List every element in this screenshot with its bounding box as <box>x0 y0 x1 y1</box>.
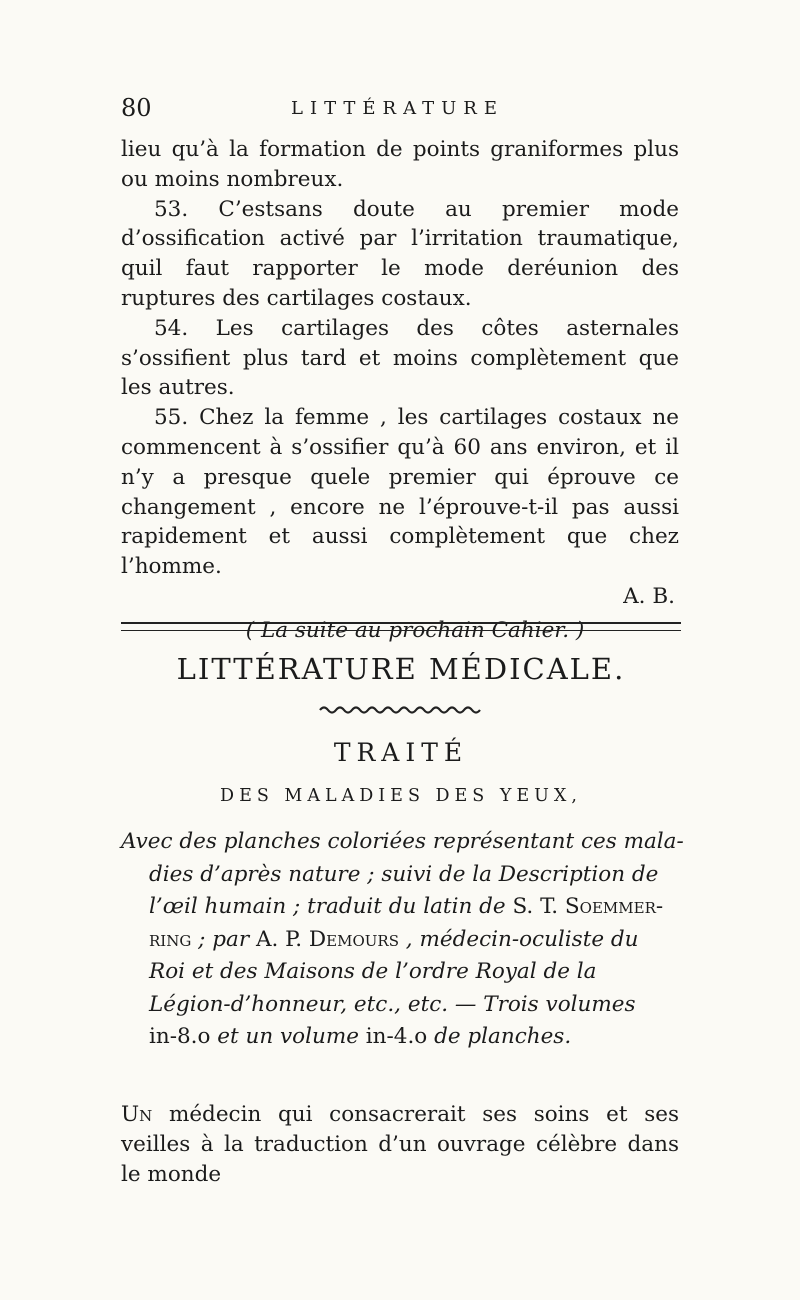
page-number: 80 <box>121 94 152 122</box>
description-line <box>121 1021 676 1054</box>
review-paragraph <box>121 1100 679 1190</box>
signoff <box>121 582 679 612</box>
section-divider <box>121 622 681 631</box>
paragraph-53: 53. C’estsans doute au premier mode d’ossification activé par l’irritation traumatique, quil faut rapporter le mode deréunion des ruptures des cartilages costaux. <box>121 196 679 311</box>
work-description <box>121 826 684 1054</box>
description-run: et un volume <box>210 1024 366 1049</box>
paragraph-continued: lieu qu’à la formation de points graniformes plus ou moins nombreux. <box>121 137 679 192</box>
description-run: Roi et des Maisons de l’ordre Royal de la <box>149 959 597 984</box>
review-lead-word: Un <box>121 1101 153 1127</box>
description-line <box>121 956 676 989</box>
description-run: Légion-d’honneur, etc., etc. — Trois volumes <box>149 991 636 1017</box>
description-run: , médecin-oculiste du <box>398 926 639 952</box>
description-run: in-4.o <box>365 1024 428 1049</box>
description-run: ; par <box>191 926 256 952</box>
article-text <box>121 135 679 646</box>
description-run: in-8.o <box>149 1024 211 1049</box>
paragraph-55: 55. Chez la femme , les cartilages costaux ne commencent à s’ossifier qu’à 60 ans environ, et il n’y a presque quele premier qui éprouve ce changement , encore ne l’éprouve-t-il pas aussi rapidement et aussi complètement que chez l’homme. <box>121 405 679 580</box>
description-run: l’œil humain ; traduit du latin de <box>149 894 513 919</box>
description-line <box>121 826 684 859</box>
description-line <box>121 859 676 892</box>
continuation-note: ( La suite au prochain Cahier. ) <box>245 617 585 643</box>
description-run: A. P. Demours <box>255 926 399 952</box>
description-run: S. T. Soemmer- <box>512 894 664 919</box>
work-subtitle: DES MALADIES DES YEUX, <box>220 786 582 806</box>
page-header <box>121 94 681 124</box>
work-title: TRAITÉ <box>333 738 469 767</box>
description-line <box>121 989 676 1022</box>
author-signature: A. B. <box>623 583 675 609</box>
section-title: LITTÉRATURE MÉDICALE. <box>176 652 626 686</box>
paragraph-54: 54. Les cartilages des côtes asternales s’ossifient plus tard et moins complètement que les autres. <box>121 315 679 401</box>
description-run: Avec des planches coloriées représentant ces mala- <box>121 829 684 854</box>
running-head: LITTÉRATURE <box>291 98 504 119</box>
description-run: ring <box>149 926 192 952</box>
description-line <box>121 924 676 957</box>
description-line <box>121 891 676 924</box>
review-text: médecin qui consacrerait ses soins et ses veilles à la traduction d’un ouvrage célèbre dans le monde <box>121 1101 679 1187</box>
description-run: de planches. <box>427 1024 572 1049</box>
description-run: dies d’après nature ; suivi de la Description de <box>149 861 659 887</box>
ornament-rule <box>318 703 484 717</box>
